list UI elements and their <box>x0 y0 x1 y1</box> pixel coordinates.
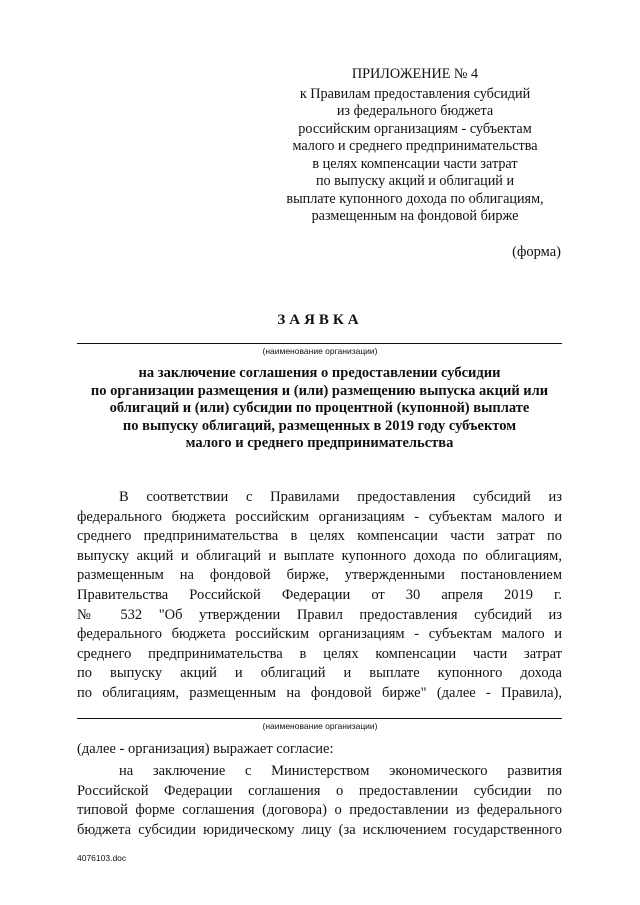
subject-line: малого и среднего предпринимательства <box>185 435 454 451</box>
footer-file-code: 4076103.doc <box>77 853 127 863</box>
paragraph-line: федерального бюджета российским организациям - субъектам малого и <box>77 508 562 525</box>
appendix-line: по выпуску акций и облигаций и <box>315 173 515 189</box>
appendix-header <box>270 66 560 226</box>
paragraph-line: по выпуску акций и облигаций и выплате купонного дохода <box>77 665 562 682</box>
paragraph-line: размещенным на фондовой бирже, утвержденными постановлением <box>77 567 562 584</box>
subject-line: по организации размещения и (или) размещению выпуска акций или <box>90 382 549 399</box>
paragraph-rules <box>77 488 562 704</box>
appendix-line: малого и среднего предпринимательства <box>292 138 538 154</box>
paragraph-line: бюджета субсидии юридическому лицу (за исключением государственного <box>77 821 562 838</box>
paragraph-line: Российской Федерации соглашения о предоставлении субсидии по <box>77 782 562 799</box>
paragraph-line: по облигациям, размещенным на фондовой бирже" (далее - Правила), <box>77 684 562 701</box>
document-title: ЗАЯВКА <box>277 312 363 328</box>
paragraph-line: среднего предпринимательства в целях компенсации части затрат по <box>77 528 562 545</box>
application-subject <box>77 365 562 453</box>
form-label: (форма) <box>512 244 561 260</box>
paragraph-line: среднего предпринимательства в целях компенсации части затрат <box>77 645 562 662</box>
paragraph-line: типовой форме соглашения (договора) о предоставлении из федерального <box>77 802 562 819</box>
subject-line: на заключение соглашения о предоставлении субсидии <box>138 365 501 381</box>
paragraph-line: № 532 "Об утверждении Правил предоставления субсидий из <box>77 606 562 623</box>
org-name-caption-1: (наименование организации) <box>262 346 378 356</box>
appendix-line: в целях компенсации части затрат <box>312 155 518 172</box>
paragraph-line: (далее - организация) выражает согласие: <box>77 741 334 757</box>
paragraph-line: Правительства Российской Федерации от 30 апреля 2019 г. <box>77 586 562 603</box>
paragraph-line: выпуску акций и облигаций и выплате купонного дохода по облигациям, <box>77 547 562 564</box>
appendix-line: выплате купонного дохода по облигациям, <box>286 190 544 207</box>
subject-line: по выпуску облигаций, размещенных в 2019 году субъектом <box>122 417 517 434</box>
appendix-line: к Правилам предоставления субсидий <box>299 85 531 102</box>
appendix-line: из федерального бюджета <box>336 103 494 119</box>
paragraph-line: В соответствии с Правилами предоставления субсидий из <box>119 489 562 505</box>
paragraph-line: федерального бюджета российским организациям - субъектам малого и <box>77 626 562 643</box>
org-name-line-2 <box>77 718 562 719</box>
paragraph-line: на заключение с Министерством экономического развития <box>119 763 562 779</box>
appendix-title: ПРИЛОЖЕНИЕ № 4 <box>351 66 479 82</box>
org-name-caption-2: (наименование организации) <box>262 721 378 731</box>
appendix-line: размещенным на фондовой бирже <box>311 208 519 224</box>
paragraph-consent <box>77 740 562 760</box>
appendix-line: российским организациям - субъектам <box>298 120 532 137</box>
paragraph-agreement <box>77 762 562 840</box>
subject-line: облигаций и (или) субсидии по процентной (купонной) выплате <box>109 400 530 416</box>
org-name-line-1 <box>77 343 562 344</box>
